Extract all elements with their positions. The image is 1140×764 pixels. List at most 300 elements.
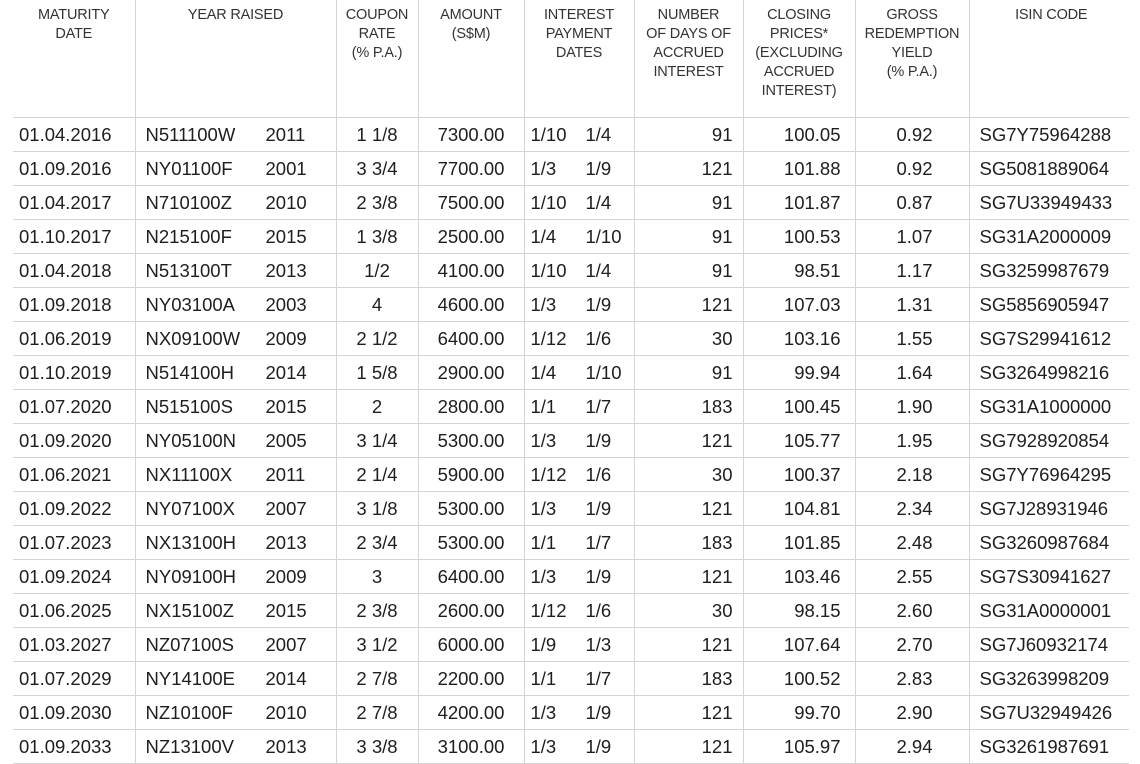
gross-redemption-yield-cell: 2.55 — [855, 560, 969, 594]
coupon-rate-cell: 1/2 — [336, 254, 418, 288]
header-line: (EXCLUDING — [755, 45, 843, 61]
closing-price-cell: 98.15 — [743, 594, 855, 628]
bond-code: NY09100H — [145, 565, 237, 587]
payment-date-2: 1/9 — [585, 293, 612, 315]
closing-price-cell: 100.52 — [743, 662, 855, 696]
coupon-rate-cell: 1 1/8 — [336, 118, 418, 152]
isin-code-cell: SG7J28931946 — [969, 492, 1129, 526]
payment-date-1: 1/10 — [530, 191, 567, 213]
payment-date-2: 1/4 — [585, 191, 612, 213]
table-row — [13, 458, 1129, 492]
year-raised: 2005 — [265, 429, 307, 451]
year-raised-cell — [135, 390, 336, 424]
accrued-days-cell: 121 — [634, 424, 743, 458]
table-row — [13, 186, 1129, 220]
bond-code: NY01100F — [145, 157, 233, 179]
interest-payment-dates-cell — [524, 526, 634, 560]
interest-payment-dates-cell — [524, 322, 634, 356]
coupon-rate-cell: 3 1/2 — [336, 628, 418, 662]
accrued-days-header — [634, 0, 743, 118]
accrued-days-cell: 30 — [634, 594, 743, 628]
accrued-days-cell: 91 — [634, 356, 743, 390]
gross-redemption-yield-header — [855, 0, 969, 118]
table-row — [13, 696, 1129, 730]
bond-code: NX11100X — [145, 463, 233, 485]
year-raised: 2007 — [265, 633, 307, 655]
year-raised: 2011 — [265, 463, 306, 485]
bond-code: N514100H — [145, 361, 234, 383]
coupon-rate-cell: 2 3/8 — [336, 594, 418, 628]
table-row — [13, 152, 1129, 186]
interest-payment-dates-cell — [524, 662, 634, 696]
closing-price-cell: 100.53 — [743, 220, 855, 254]
amount-cell: 5300.00 — [418, 492, 524, 526]
accrued-days-cell: 91 — [634, 118, 743, 152]
year-raised-cell — [135, 186, 336, 220]
amount-cell: 2800.00 — [418, 390, 524, 424]
coupon-rate-header — [336, 0, 418, 118]
year-raised-cell — [135, 458, 336, 492]
isin-code-cell: SG7J60932174 — [969, 628, 1129, 662]
header-line: INTEREST — [653, 64, 724, 80]
year-raised: 2013 — [265, 531, 307, 553]
maturity-date-cell: 01.06.2025 — [13, 594, 135, 628]
maturity-date-cell: 01.09.2033 — [13, 730, 135, 764]
interest-payment-dates-cell — [524, 730, 634, 764]
table-row — [13, 526, 1129, 560]
payment-date-1: 1/3 — [530, 429, 557, 451]
maturity-date-cell: 01.10.2019 — [13, 356, 135, 390]
gross-redemption-yield-cell: 2.83 — [855, 662, 969, 696]
header-line: DATES — [555, 45, 603, 61]
interest-payment-dates-header — [524, 0, 634, 118]
year-raised-cell — [135, 628, 336, 662]
header-line: NUMBER — [657, 7, 720, 23]
coupon-rate-cell: 2 3/4 — [336, 526, 418, 560]
bond-code: NX15100Z — [145, 599, 234, 621]
maturity-date-cell: 01.07.2029 — [13, 662, 135, 696]
payment-date-1: 1/12 — [530, 599, 567, 621]
table-row — [13, 424, 1129, 458]
maturity-date-cell: 01.09.2024 — [13, 560, 135, 594]
gross-redemption-yield-cell: 1.64 — [855, 356, 969, 390]
year-raised: 2011 — [265, 123, 306, 145]
payment-date-2: 1/6 — [585, 463, 612, 485]
header-line: PAYMENT — [545, 26, 613, 42]
payment-date-2: 1/6 — [585, 599, 612, 621]
coupon-rate-cell: 2 — [336, 390, 418, 424]
interest-payment-dates-cell — [524, 560, 634, 594]
accrued-days-cell: 121 — [634, 560, 743, 594]
payment-date-1: 1/1 — [530, 395, 557, 417]
closing-price-cell: 101.87 — [743, 186, 855, 220]
coupon-rate-cell: 2 7/8 — [336, 662, 418, 696]
header-line: AMOUNT — [440, 7, 502, 23]
payment-date-2: 1/10 — [585, 225, 622, 247]
isin-code-cell: SG3264998216 — [969, 356, 1129, 390]
payment-date-1: 1/9 — [530, 633, 557, 655]
payment-date-2: 1/9 — [585, 565, 612, 587]
maturity-date-cell: 01.03.2027 — [13, 628, 135, 662]
coupon-rate-cell: 3 3/8 — [336, 730, 418, 764]
payment-date-2: 1/7 — [585, 531, 612, 553]
maturity-date-cell: 01.04.2017 — [13, 186, 135, 220]
accrued-days-cell: 30 — [634, 322, 743, 356]
header-line: RATE — [358, 26, 396, 42]
table-row — [13, 288, 1129, 322]
amount-cell: 2900.00 — [418, 356, 524, 390]
gross-redemption-yield-cell: 1.17 — [855, 254, 969, 288]
year-raised-cell — [135, 730, 336, 764]
year-raised: 2015 — [265, 395, 307, 417]
year-raised-cell — [135, 424, 336, 458]
table-row — [13, 390, 1129, 424]
amount-cell: 7300.00 — [418, 118, 524, 152]
accrued-days-cell: 121 — [634, 152, 743, 186]
year-raised-cell — [135, 526, 336, 560]
isin-code-cell: SG7928920854 — [969, 424, 1129, 458]
payment-date-1: 1/3 — [530, 157, 557, 179]
interest-payment-dates-cell — [524, 356, 634, 390]
header-line: GROSS — [886, 7, 938, 23]
isin-code-cell: SG31A1000000 — [969, 390, 1129, 424]
maturity-date-cell: 01.09.2018 — [13, 288, 135, 322]
table-row — [13, 220, 1129, 254]
bond-table — [13, 0, 1129, 764]
accrued-days-cell: 30 — [634, 458, 743, 492]
accrued-days-cell: 183 — [634, 526, 743, 560]
interest-payment-dates-cell — [524, 492, 634, 526]
bond-code: N515100S — [145, 395, 233, 417]
closing-price-cell: 105.77 — [743, 424, 855, 458]
closing-price-cell: 105.97 — [743, 730, 855, 764]
amount-cell: 4600.00 — [418, 288, 524, 322]
header-line: REDEMPTION — [864, 26, 960, 42]
closing-prices-header — [743, 0, 855, 118]
year-raised: 2010 — [265, 701, 307, 723]
year-raised: 2015 — [265, 599, 307, 621]
amount-cell: 7500.00 — [418, 186, 524, 220]
payment-date-2: 1/9 — [585, 429, 612, 451]
interest-payment-dates-cell — [524, 254, 634, 288]
header-row — [13, 0, 1129, 118]
header-line: CLOSING — [767, 7, 831, 23]
isin-code-cell: SG31A2000009 — [969, 220, 1129, 254]
accrued-days-cell: 91 — [634, 220, 743, 254]
gross-redemption-yield-cell: 2.94 — [855, 730, 969, 764]
isin-code-cell: SG5856905947 — [969, 288, 1129, 322]
closing-price-cell: 103.46 — [743, 560, 855, 594]
coupon-rate-cell: 3 3/4 — [336, 152, 418, 186]
header-line: YIELD — [891, 45, 933, 61]
payment-date-2: 1/4 — [585, 123, 612, 145]
isin-code-cell: SG3263998209 — [969, 662, 1129, 696]
gross-redemption-yield-cell: 0.87 — [855, 186, 969, 220]
payment-date-1: 1/10 — [530, 259, 567, 281]
closing-price-cell: 99.70 — [743, 696, 855, 730]
coupon-rate-cell: 2 7/8 — [336, 696, 418, 730]
year-raised-header — [135, 0, 336, 118]
payment-date-2: 1/10 — [585, 361, 622, 383]
payment-date-1: 1/3 — [530, 701, 557, 723]
amount-cell: 7700.00 — [418, 152, 524, 186]
accrued-days-cell: 183 — [634, 390, 743, 424]
interest-payment-dates-cell — [524, 220, 634, 254]
gross-redemption-yield-cell: 2.48 — [855, 526, 969, 560]
table-row — [13, 492, 1129, 526]
isin-code-cell: SG5081889064 — [969, 152, 1129, 186]
year-raised: 2013 — [265, 259, 307, 281]
coupon-rate-cell: 2 1/2 — [336, 322, 418, 356]
gross-redemption-yield-cell: 1.95 — [855, 424, 969, 458]
amount-cell: 6400.00 — [418, 322, 524, 356]
year-raised: 2007 — [265, 497, 307, 519]
isin-code-cell: SG3261987691 — [969, 730, 1129, 764]
header-line: (% P.A.) — [886, 64, 938, 80]
year-raised-cell — [135, 492, 336, 526]
payment-date-2: 1/4 — [585, 259, 612, 281]
payment-date-1: 1/3 — [530, 735, 557, 757]
amount-cell: 2500.00 — [418, 220, 524, 254]
coupon-rate-cell: 3 1/8 — [336, 492, 418, 526]
bond-code: NZ07100S — [145, 633, 234, 655]
year-raised-cell — [135, 288, 336, 322]
closing-price-cell: 100.45 — [743, 390, 855, 424]
bond-code: NZ10100F — [145, 701, 233, 723]
header-line: MATURITY — [38, 7, 110, 23]
payment-date-2: 1/6 — [585, 327, 612, 349]
amount-cell: 4200.00 — [418, 696, 524, 730]
year-raised: 2014 — [265, 667, 307, 689]
maturity-date-header — [13, 0, 135, 118]
interest-payment-dates-cell — [524, 118, 634, 152]
interest-payment-dates-cell — [524, 288, 634, 322]
isin-code-header — [969, 0, 1129, 118]
amount-cell: 6000.00 — [418, 628, 524, 662]
header-line: ACCRUED — [653, 45, 724, 61]
bond-code: NY14100E — [145, 667, 235, 689]
gross-redemption-yield-cell: 0.92 — [855, 118, 969, 152]
payment-date-1: 1/3 — [530, 565, 557, 587]
payment-date-1: 1/4 — [530, 225, 557, 247]
accrued-days-cell: 91 — [634, 186, 743, 220]
interest-payment-dates-cell — [524, 390, 634, 424]
header-line: COUPON — [345, 7, 409, 23]
table-body — [13, 118, 1129, 764]
bond-code: N511100W — [145, 123, 236, 145]
year-raised: 2003 — [265, 293, 307, 315]
accrued-days-cell: 121 — [634, 492, 743, 526]
maturity-date-cell: 01.04.2018 — [13, 254, 135, 288]
interest-payment-dates-cell — [524, 152, 634, 186]
year-raised-cell — [135, 696, 336, 730]
amount-cell: 4100.00 — [418, 254, 524, 288]
interest-payment-dates-cell — [524, 696, 634, 730]
closing-price-cell: 100.05 — [743, 118, 855, 152]
table-row — [13, 662, 1129, 696]
bond-code: NX09100W — [145, 327, 241, 349]
closing-price-cell: 107.03 — [743, 288, 855, 322]
gross-redemption-yield-cell: 2.90 — [855, 696, 969, 730]
payment-date-1: 1/3 — [530, 293, 557, 315]
accrued-days-cell: 91 — [634, 254, 743, 288]
isin-code-cell: SG3260987684 — [969, 526, 1129, 560]
bond-code: NZ13100V — [145, 735, 234, 757]
maturity-date-cell: 01.10.2017 — [13, 220, 135, 254]
payment-date-1: 1/1 — [530, 531, 557, 553]
isin-code-cell: SG7Y76964295 — [969, 458, 1129, 492]
amount-cell: 3100.00 — [418, 730, 524, 764]
table-row — [13, 356, 1129, 390]
year-raised: 2009 — [265, 327, 307, 349]
gross-redemption-yield-cell: 0.92 — [855, 152, 969, 186]
gross-redemption-yield-cell: 2.18 — [855, 458, 969, 492]
gross-redemption-yield-cell: 2.34 — [855, 492, 969, 526]
header-line: ISIN CODE — [1015, 7, 1088, 23]
header-line: PRICES* — [769, 26, 829, 42]
header-line: INTEREST — [543, 7, 615, 23]
accrued-days-cell: 121 — [634, 288, 743, 322]
amount-cell: 5300.00 — [418, 526, 524, 560]
closing-price-cell: 104.81 — [743, 492, 855, 526]
table-row — [13, 322, 1129, 356]
isin-code-cell: SG3259987679 — [969, 254, 1129, 288]
year-raised-cell — [135, 662, 336, 696]
table-row — [13, 118, 1129, 152]
closing-price-cell: 98.51 — [743, 254, 855, 288]
year-raised-cell — [135, 594, 336, 628]
maturity-date-cell: 01.04.2016 — [13, 118, 135, 152]
closing-price-cell: 103.16 — [743, 322, 855, 356]
isin-code-cell: SG7Y75964288 — [969, 118, 1129, 152]
header-line: (% P.A.) — [351, 45, 403, 61]
payment-date-1: 1/3 — [530, 497, 557, 519]
closing-price-cell: 99.94 — [743, 356, 855, 390]
table-row — [13, 560, 1129, 594]
bond-code: NY03100A — [145, 293, 235, 315]
closing-price-cell: 107.64 — [743, 628, 855, 662]
isin-code-cell: SG31A0000001 — [969, 594, 1129, 628]
maturity-date-cell: 01.09.2020 — [13, 424, 135, 458]
coupon-rate-cell: 2 3/8 — [336, 186, 418, 220]
amount-cell: 5900.00 — [418, 458, 524, 492]
amount-cell: 2600.00 — [418, 594, 524, 628]
amount-header — [418, 0, 524, 118]
coupon-rate-cell: 3 1/4 — [336, 424, 418, 458]
bond-code: NX13100H — [145, 531, 237, 553]
gross-redemption-yield-cell: 1.55 — [855, 322, 969, 356]
payment-date-1: 1/4 — [530, 361, 557, 383]
payment-date-2: 1/9 — [585, 735, 612, 757]
gross-redemption-yield-cell: 1.07 — [855, 220, 969, 254]
isin-code-cell: SG7U32949426 — [969, 696, 1129, 730]
interest-payment-dates-cell — [524, 424, 634, 458]
coupon-rate-cell: 1 5/8 — [336, 356, 418, 390]
maturity-date-cell: 01.06.2019 — [13, 322, 135, 356]
interest-payment-dates-cell — [524, 458, 634, 492]
year-raised-cell — [135, 220, 336, 254]
year-raised: 2009 — [265, 565, 307, 587]
bond-code: NY05100N — [145, 429, 237, 451]
payment-date-2: 1/9 — [585, 497, 612, 519]
gross-redemption-yield-cell: 1.90 — [855, 390, 969, 424]
bond-code: N513100T — [145, 259, 232, 281]
year-raised-cell — [135, 560, 336, 594]
payment-date-1: 1/10 — [530, 123, 567, 145]
closing-price-cell: 100.37 — [743, 458, 855, 492]
coupon-rate-cell: 3 — [336, 560, 418, 594]
header-line: INTEREST) — [761, 83, 837, 99]
payment-date-2: 1/3 — [585, 633, 612, 655]
isin-code-cell: SG7S30941627 — [969, 560, 1129, 594]
maturity-date-cell: 01.09.2030 — [13, 696, 135, 730]
gross-redemption-yield-cell: 1.31 — [855, 288, 969, 322]
year-raised: 2015 — [265, 225, 307, 247]
bond-code: NY07100X — [145, 497, 235, 519]
header-line: YEAR RAISED — [187, 7, 284, 23]
year-raised-cell — [135, 118, 336, 152]
payment-date-1: 1/12 — [530, 463, 567, 485]
year-raised: 2010 — [265, 191, 307, 213]
table-row — [13, 730, 1129, 764]
maturity-date-cell: 01.07.2023 — [13, 526, 135, 560]
maturity-date-cell: 01.06.2021 — [13, 458, 135, 492]
coupon-rate-cell: 2 1/4 — [336, 458, 418, 492]
year-raised: 2014 — [265, 361, 307, 383]
table-row — [13, 628, 1129, 662]
year-raised-cell — [135, 356, 336, 390]
coupon-rate-cell: 1 3/8 — [336, 220, 418, 254]
isin-code-cell: SG7U33949433 — [969, 186, 1129, 220]
bond-code: N215100F — [145, 225, 232, 247]
amount-cell: 6400.00 — [418, 560, 524, 594]
header-line: OF DAYS OF — [646, 26, 731, 42]
year-raised-cell — [135, 322, 336, 356]
closing-price-cell: 101.85 — [743, 526, 855, 560]
interest-payment-dates-cell — [524, 186, 634, 220]
gross-redemption-yield-cell: 2.70 — [855, 628, 969, 662]
year-raised: 2001 — [265, 157, 307, 179]
gross-redemption-yield-cell: 2.60 — [855, 594, 969, 628]
payment-date-2: 1/7 — [585, 667, 612, 689]
bond-code: N710100Z — [145, 191, 232, 213]
year-raised-cell — [135, 152, 336, 186]
amount-cell: 2200.00 — [418, 662, 524, 696]
interest-payment-dates-cell — [524, 594, 634, 628]
payment-date-1: 1/12 — [530, 327, 567, 349]
accrued-days-cell: 121 — [634, 730, 743, 764]
header-line: (S$M) — [451, 26, 491, 42]
table-row — [13, 594, 1129, 628]
coupon-rate-cell: 4 — [336, 288, 418, 322]
year-raised-cell — [135, 254, 336, 288]
header-line: DATE — [55, 26, 93, 42]
amount-cell: 5300.00 — [418, 424, 524, 458]
closing-price-cell: 101.88 — [743, 152, 855, 186]
table-row — [13, 254, 1129, 288]
maturity-date-cell: 01.09.2016 — [13, 152, 135, 186]
interest-payment-dates-cell — [524, 628, 634, 662]
maturity-date-cell: 01.07.2020 — [13, 390, 135, 424]
isin-code-cell: SG7S29941612 — [969, 322, 1129, 356]
accrued-days-cell: 183 — [634, 662, 743, 696]
payment-date-2: 1/9 — [585, 701, 612, 723]
payment-date-1: 1/1 — [530, 667, 557, 689]
payment-date-2: 1/7 — [585, 395, 612, 417]
accrued-days-cell: 121 — [634, 696, 743, 730]
header-line: ACCRUED — [763, 64, 835, 80]
payment-date-2: 1/9 — [585, 157, 612, 179]
